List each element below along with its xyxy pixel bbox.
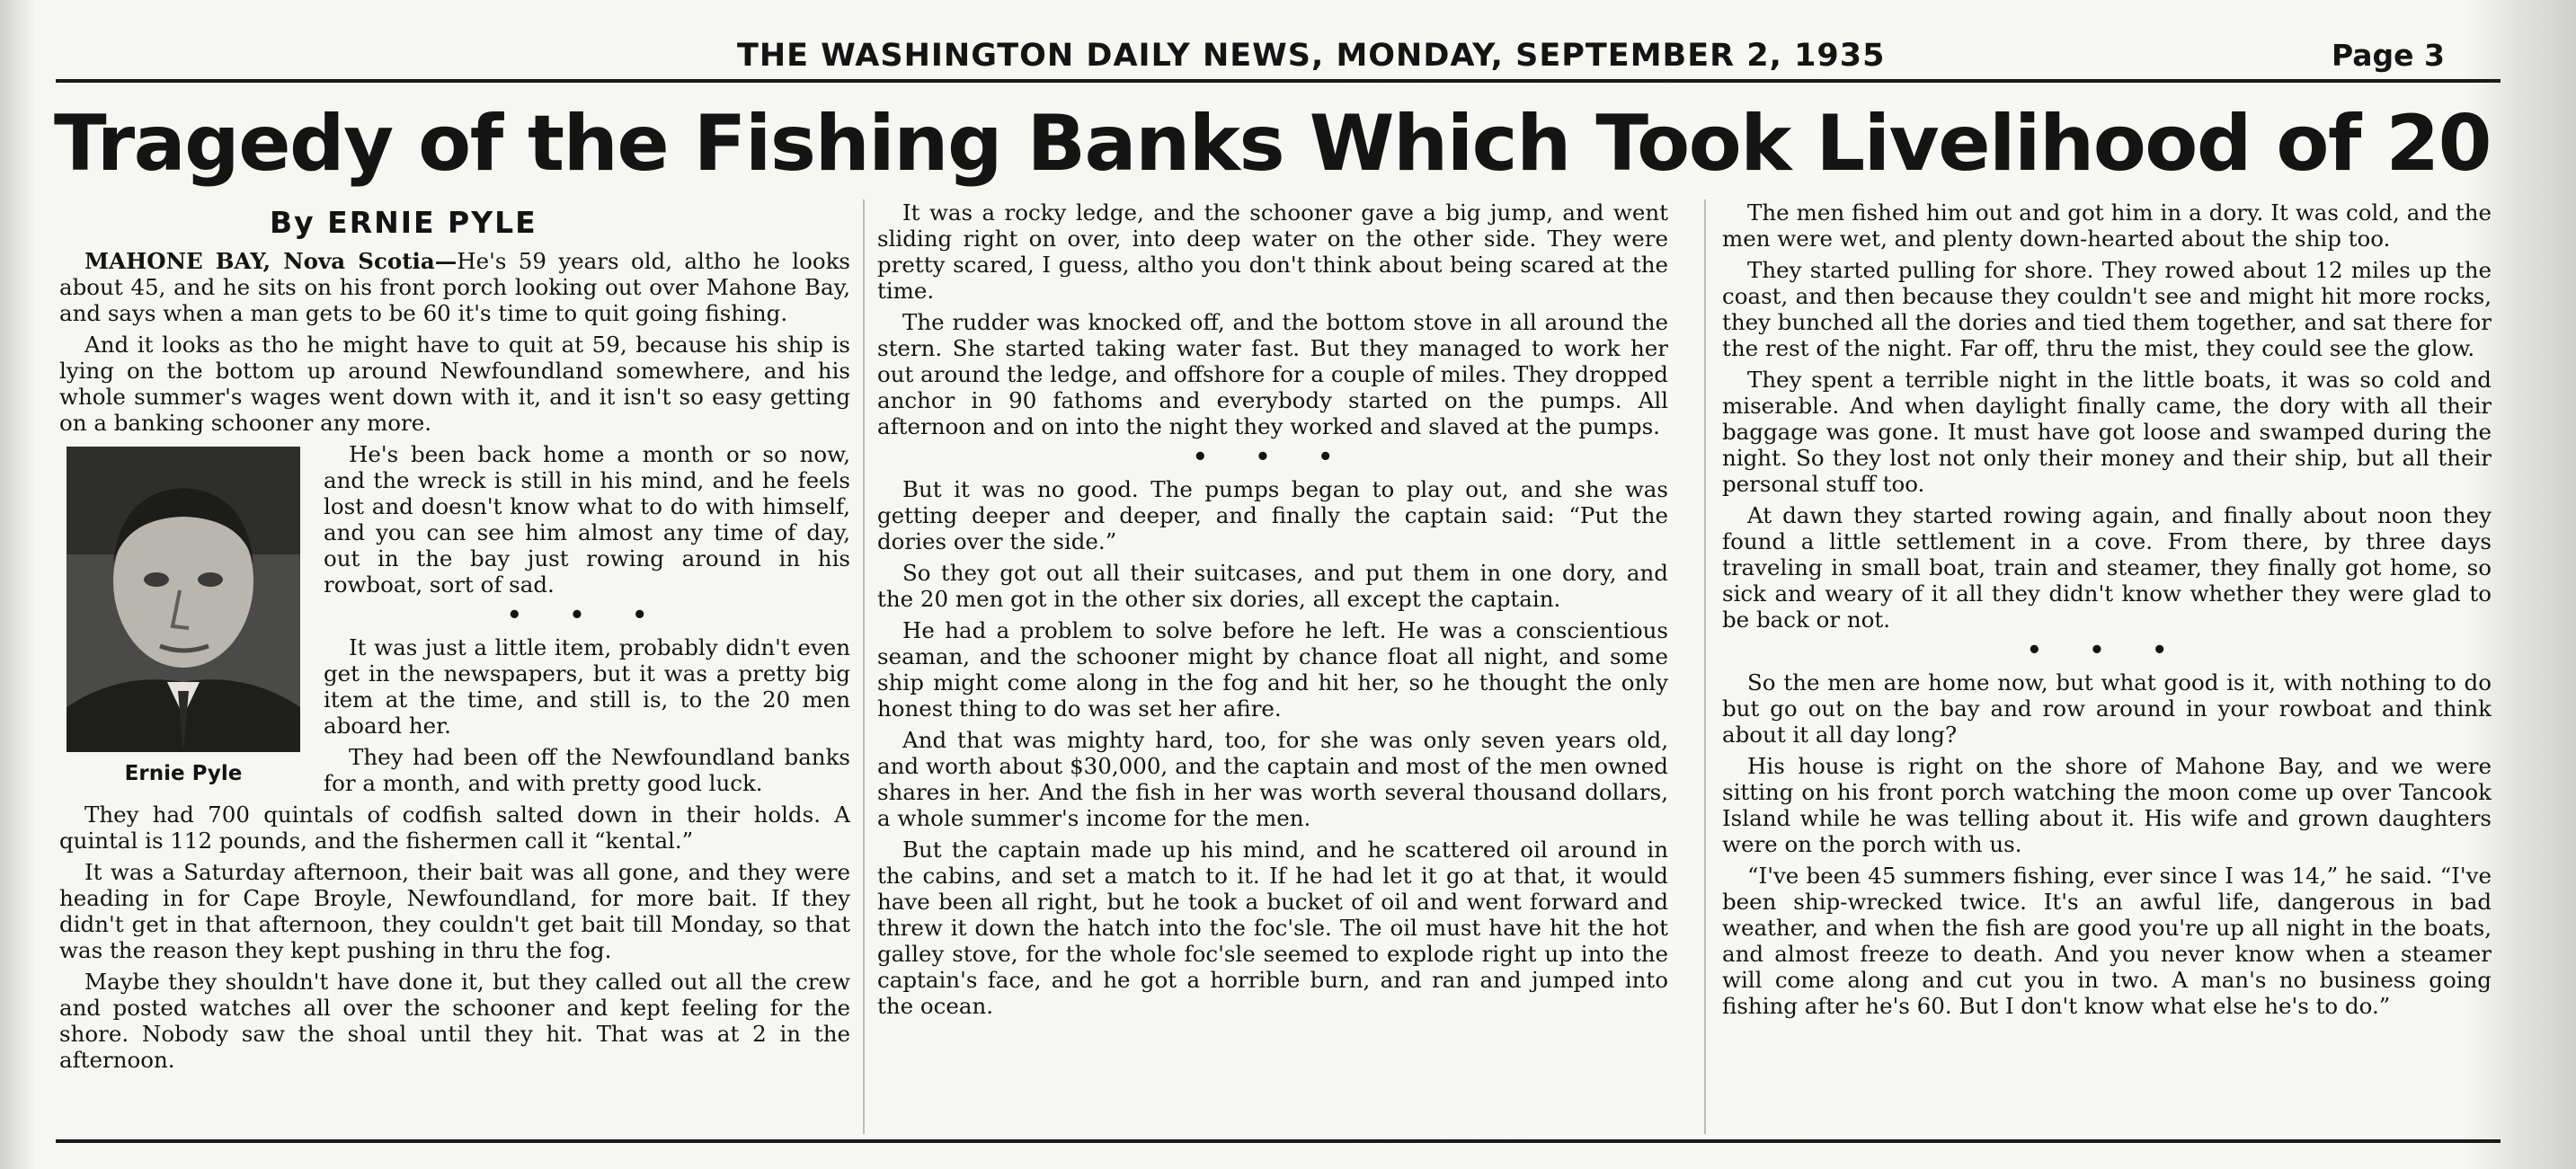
article-paragraph: But it was no good. The pumps began to play out, and she was getting deeper and deeper, and finally the captain said: “Put the dories over the side.”	[877, 476, 1668, 554]
article-paragraph: But the captain made up his mind, and he scattered oil around in the cabins, and set a match to it. If he had let it go at that, it would have been all right, but he took a bucket of oil and went forward and threw it down the hatch into the foc'sle. The oil must have hit the hot galley stove, for the whole foc'sle seemed to explode right up into the captain's face, and he got a horrible burn, and ran and jumped into the ocean.	[877, 837, 1668, 1019]
article-paragraph: His house is right on the shore of Mahone Bay, and we were sitting on his front porch watching the moon come up over Tancook Island while he was telling about it. His wife and grown daughters were on the porch with us.	[1722, 753, 2492, 857]
article-paragraph: It was just a little item, probably didn't even get in the newspapers, but it was a pretty big item at the time, and still is, to the 20 men aboard her.	[324, 634, 850, 739]
article-paragraph: He had a problem to solve before he left. He was a conscientious seaman, and the schooner might by chance float all night, and some ship might come along in the fog and hit her, so he thought the only honest thing to do was set her afire.	[877, 617, 1668, 722]
section-break: • • •	[2027, 637, 2187, 664]
headline: Tragedy of the Fishing Banks Which Took Livelihood of 20	[54, 99, 2491, 189]
masthead-title: THE WASHINGTON DAILY NEWS, MONDAY, SEPTEMBER 2, 1935	[737, 38, 1886, 74]
portrait-illustration	[67, 447, 300, 752]
article-paragraph: And that was mighty hard, too, for she was only seven years old, and worth about $30,000, and the captain and most of the men owned shares in her. And the fish in her was worth several thousand dollars, a whole summer's income for the men.	[877, 727, 1668, 831]
article-paragraph: They had been off the Newfoundland banks for a month, and with pretty good luck.	[324, 744, 850, 796]
article-paragraph: “I've been 45 summers fishing, ever since I was 14,” he said. “I've been ship-wrecked twice. It's an awful life, dangerous in bad weather, and when the fish are good you're up all night in the boats, and almost freeze to death. And you never know when a steamer will come along and cut you in two. A man's no business going fishing after he's 60. But I don't know what else he's to do.”	[1722, 863, 2492, 1019]
article-paragraph: So they got out all their suitcases, and put them in one dory, and the 20 men got in the other six dories, all except the captain.	[877, 560, 1668, 612]
article-paragraph: The rudder was knocked off, and the bottom stove in all around the stern. She started taking water fast. But they managed to work her out around the ledge, and offshore for a couple of miles. They dropped anchor in 90 fathoms and everybody started on the pumps. All afternoon and on into the night they worked and slaved at the pumps.	[877, 309, 1668, 439]
column-divider	[1704, 199, 1706, 1134]
page-number: Page 3	[2331, 38, 2445, 73]
paragraph-text: He's 59 years old, altho he looks about 45, and he sits on his front porch looking out over Mahone Bay, and says when a man gets to be 60 it's time to quit going fishing.	[59, 248, 850, 326]
section-break: • • •	[1193, 444, 1353, 471]
section-break: • • •	[507, 602, 667, 629]
article-column-1	[59, 248, 850, 1078]
article-column-2	[877, 199, 1668, 1024]
article-paragraph: It was a rocky ledge, and the schooner gave a big jump, and went sliding right on over, into deep water on the other side. They were pretty scared, I guess, altho you don't think about being scared at the time.	[877, 199, 1668, 304]
article-paragraph: At dawn they started rowing again, and finally about noon they found a little settlement in a cove. From there, by three days traveling in small boat, train and steamer, they finally got home, so sick and weary of it all they didn't know whether they were glad to be back or not.	[1722, 502, 2492, 633]
article-paragraph	[59, 248, 850, 326]
portrait-image	[67, 447, 300, 752]
article-paragraph: And it looks as tho he might have to quit at 59, because his ship is lying on the bottom up around Newfoundland somewhere, and his whole summer's wages went down with it, and it isn't so easy getting on a banking schooner any more.	[59, 332, 850, 436]
article-paragraph: They had 700 quintals of codfish salted down in their holds. A quintal is 112 pounds, and the fishermen call it “kental.”	[59, 801, 850, 854]
article-paragraph: He's been back home a month or so now, and the wreck is still in his mind, and he feels lost and doesn't know what to do with himself, and you can see him almost any time of day, out in the bay just rowing around in his rowboat, sort of sad.	[324, 441, 850, 598]
dateline: MAHONE BAY, Nova Scotia—	[84, 248, 457, 274]
bottom-rule	[56, 1139, 2500, 1143]
article-paragraph: It was a Saturday afternoon, their bait was all gone, and they were heading in for Cape Broyle, Newfoundland, for more bait. If they didn't get in that afternoon, they couldn't get bait till Monday, so that was the reason they kept pushing in thru the fog.	[59, 859, 850, 963]
article-column-3	[1722, 199, 2492, 1024]
masthead-rule	[56, 79, 2500, 83]
article-paragraph: They started pulling for shore. They rowed about 12 miles up the coast, and then because they couldn't see and might hit more rocks, they bunched all the dories and tied them together, and sat there for the rest of the night. Far off, thru the mist, they could see the glow.	[1722, 257, 2492, 361]
masthead	[54, 32, 2499, 86]
article-paragraph: Maybe they shouldn't have done it, but they called out all the crew and posted watches all over the schooner and kept feeling for the shore. Nobody saw the shoal until they hit. That was at 2 in the afternoon.	[59, 969, 850, 1073]
photo-caption: Ernie Pyle	[124, 762, 243, 785]
article-paragraph: So the men are home now, but what good is it, with nothing to do but go out on the bay and row around in your rowboat and think about it all day long?	[1722, 669, 2492, 748]
author-photo	[67, 447, 300, 790]
byline: By ERNIE PYLE	[270, 205, 537, 240]
article-paragraph: The men fished him out and got him in a dory. It was cold, and the men were wet, and plenty down-hearted about the ship too.	[1722, 199, 2492, 252]
article-paragraph: They spent a terrible night in the little boats, it was so cold and miserable. And when daylight finally came, the dory with all their baggage was gone. It must have got loose and swamped during the night. So they lost not only their money and their ship, but all their personal stuff too.	[1722, 367, 2492, 497]
column-divider	[863, 199, 865, 1134]
